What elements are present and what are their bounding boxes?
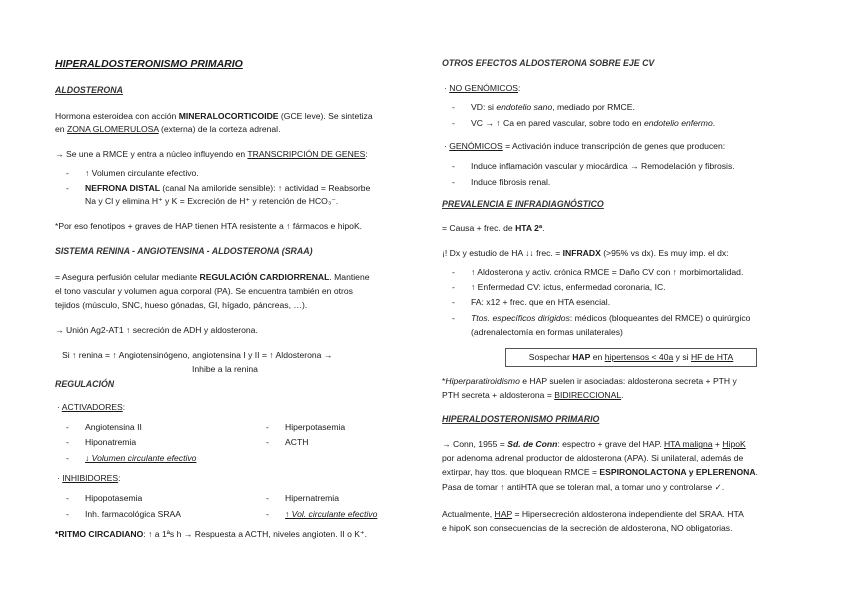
hiperaldosteronismo-heading: HIPERALDOSTERONISMO PRIMARIO <box>442 414 600 424</box>
hiperparatiroidismo-line2: PTH secreta + aldosterona = BIDIRECCIONAL. <box>442 390 624 400</box>
activador-item: Angiotensina II <box>85 422 142 432</box>
prevalencia-bullet-2: ↑ Enfermedad CV: ictus, enfermedad coronaria, IC. <box>471 282 666 292</box>
aldosterona-heading: ALDOSTERONA <box>55 85 123 95</box>
no-genomicos-label: · NO GENÓMICOS: <box>444 83 521 93</box>
hiperaldo-line4: Pasa de tomar ↑ antiHTA que se toleran mal, a tomar uno y controlarse ✓. <box>442 482 725 492</box>
dash-marker: - <box>452 102 455 112</box>
activador-item: ↓ Volumen circulante efectivo <box>85 453 197 463</box>
sraa-heading: SISTEMA RENINA - ANGIOTENSINA - ALDOSTERONA (SRAA) <box>55 246 313 256</box>
dash-marker: - <box>452 297 455 307</box>
suspicion-box: Sospechar HAP en hipertensos < 40a y si HF de HTA <box>505 348 757 367</box>
hiperaldo-line3: extirpar, hay ttos. que bloquean RMCE = ESPIRONOLACTONA y EPLERENONA. <box>442 467 758 477</box>
aldosterona-bullet-2: NEFRONA DISTAL (canal Na amiloride sensible): ↑ actividad = Reabsorbe <box>85 183 371 193</box>
ritmo-circadiano: *RITMO CIRCADIANO: ↑ a 1ªs h → Respuesta a ACTH, niveles angioten. II o K⁺. <box>55 529 367 539</box>
sraa-center-line1: Si ↑ renina = ↑ Angiotensinógeno, angiotensina I y II = ↑ Aldosterona → <box>62 350 333 360</box>
dash-marker: - <box>452 282 455 292</box>
inhibidor-item: Hipopotasemia <box>85 493 143 503</box>
sraa-p1-line2: el tono vascular y volumen agua corporal (PA). Se encuentra también en otros <box>55 286 353 296</box>
inhibidor-item: Inh. farmacológica SRAA <box>85 509 182 519</box>
hiperaldo-p2-line2: e hipoK son consecuencias de la secreción de aldosterona, NO obligatorias. <box>442 523 733 533</box>
hiperaldo-p2-line1: Actualmente, HAP = Hipersecreción aldosterona independiente del SRAA. HTA <box>442 509 744 519</box>
aldosterona-bullet-2-cont: Na y Cl y elimina H⁺ y K = Excreción de H⁺ y retención de HCO₃⁻. <box>85 196 339 206</box>
dash-marker: - <box>66 493 69 503</box>
prevalencia-heading: PREVALENCIA E INFRADIAGNÓSTICO <box>442 199 604 209</box>
inhibidor-item: Hipernatremia <box>285 493 339 503</box>
dash-marker: - <box>66 453 69 463</box>
prevalencia-bullet-4: Ttos. específicos dirigidos: médicos (bloqueantes del RMCE) o quirúrgico <box>471 313 751 323</box>
prevalencia-bullet-1: ↑ Aldosterona y activ. crónica RMCE = Daño CV con ↑ morbimortalidad. <box>471 267 744 277</box>
hiperaldo-line2: por adenoma adrenal productor de aldosterona (APA). Si unilateral, además de <box>442 453 744 463</box>
activador-item: Hiperpotasemia <box>285 422 346 432</box>
dash-marker: - <box>266 422 269 432</box>
dash-marker: - <box>266 493 269 503</box>
regulacion-heading: REGULACIÓN <box>55 379 115 389</box>
no-genomicos-item-2: VC → ↑ Ca en pared vascular, sobre todo en endotelio enfermo. <box>471 118 716 128</box>
dash-marker: - <box>452 161 455 171</box>
aldosterona-p1-line1: Hormona esteroidea con acción MINERALOCORTICOIDE (GCE leve). Se sintetiza <box>55 111 373 121</box>
aldosterona-bullet-1: ↑ Volumen circulante efectivo. <box>85 168 199 178</box>
aldosterona-note: *Por eso fenotipos + graves de HAP tienen HTA resistente a ↑ fármacos e hipoK. <box>55 221 363 231</box>
dash-marker: - <box>266 437 269 447</box>
sraa-p1-line3: tejidos (músculo, SNC, hueso gónadas, GI, hígado, páncreas, …). <box>55 300 308 310</box>
genomicos-label: · GENÓMICOS = Activación induce transcripción de genes que producen: <box>444 141 726 151</box>
inhibidor-item: ↑ Vol. circulante efectivo <box>285 509 378 519</box>
genomicos-item-2: Induce fibrosis renal. <box>471 177 551 187</box>
prevalencia-bullet-3: FA: x12 + frec. que en HTA esencial. <box>471 297 611 307</box>
prevalencia-bullet-4-cont: (adrenalectomía en formas unilaterales) <box>471 327 623 337</box>
sraa-p1-line1: = Asegura perfusión celular mediante REGULACIÓN CARDIORRENAL. Mantiene <box>55 272 370 282</box>
sraa-center-line2: Inhibe a la renina <box>192 364 258 374</box>
inhibidores-label: · INHIBIDORES: <box>57 473 121 483</box>
dash-marker: - <box>66 183 69 193</box>
sraa-p2: → Unión Ag2-AT1 ↑ secreción de ADH y aldosterona. <box>55 325 258 335</box>
dash-marker: - <box>452 313 455 323</box>
aldosterona-p2: → Se une a RMCE y entra a núcleo influyendo en TRANSCRIPCIÓN DE GENES: <box>55 149 368 159</box>
prevalencia-line2: ¡! Dx y estudio de HA ↓↓ frec. = INFRADX (>95% vs dx). Es muy imp. el dx: <box>442 248 729 258</box>
dash-marker: - <box>452 118 455 128</box>
aldosterona-p1-line2: en ZONA GLOMERULOSA (externa) de la corteza adrenal. <box>55 124 281 134</box>
otros-heading: OTROS EFECTOS ALDOSTERONA SOBRE EJE CV <box>442 58 655 68</box>
genomicos-item-1: Induce inflamación vascular y miocárdica → Remodelación y fibrosis. <box>471 161 735 171</box>
prevalencia-line1: = Causa + frec. de HTA 2ª. <box>442 223 545 233</box>
dash-marker: - <box>66 168 69 178</box>
activador-item: Hiponatremia <box>85 437 137 447</box>
hiperaldo-line1: → Conn, 1955 = Sd. de Conn: espectro + grave del HAP. HTA maligna + HipoK <box>442 439 746 449</box>
activadores-label: · ACTIVADORES: <box>57 402 126 412</box>
dash-marker: - <box>66 437 69 447</box>
dash-marker: - <box>266 509 269 519</box>
dash-marker: - <box>66 422 69 432</box>
page-title: HIPERALDOSTERONISMO PRIMARIO <box>55 58 243 70</box>
dash-marker: - <box>452 267 455 277</box>
hiperparatiroidismo-line1: *Hiperparatiroidismo e HAP suelen ir asociadas: aldosterona secreta + PTH y <box>442 376 737 386</box>
no-genomicos-item-1: VD: si endotelio sano, mediado por RMCE. <box>471 102 635 112</box>
activador-item: ACTH <box>285 437 309 447</box>
dash-marker: - <box>452 177 455 187</box>
dash-marker: - <box>66 509 69 519</box>
